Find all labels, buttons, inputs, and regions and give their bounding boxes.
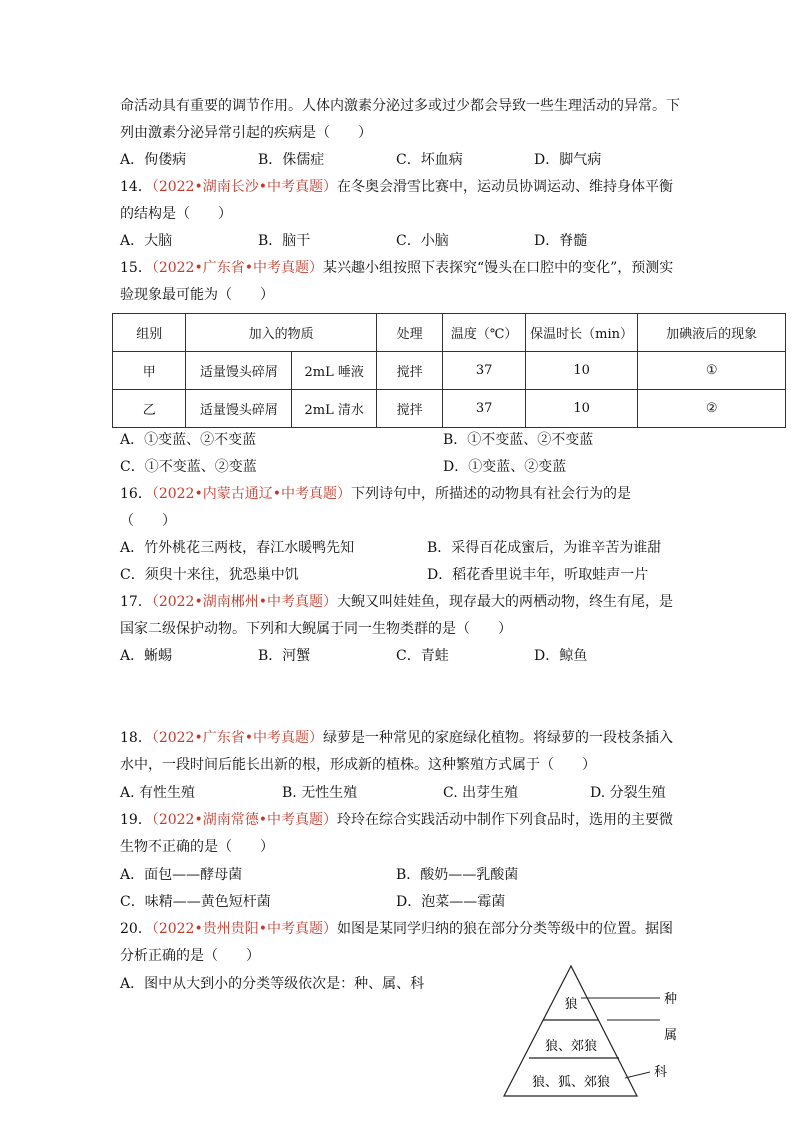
- q14-stem-line-2: 的结构是（ ）: [120, 206, 232, 222]
- table-cell: 10: [525, 390, 637, 428]
- q13-option-a: A．佝偻病: [120, 152, 187, 168]
- q16-option-b: B．采得百花成蜜后，为谁辛苦为谁甜: [427, 540, 662, 556]
- table-row: [113, 390, 786, 428]
- q18-stem-line-1: [120, 728, 673, 748]
- pyramid-level-family: 狼、狐、郊狼: [531, 1075, 611, 1090]
- q16-option-c: C．须臾十来往，犹恐巢中饥: [120, 567, 299, 583]
- table-cell: 搅拌: [376, 352, 442, 390]
- pointer-line-family: [625, 1072, 650, 1078]
- table-cell: 搅拌: [376, 390, 442, 428]
- q17-stem-line-1: [120, 592, 673, 612]
- q19-option-c: C．味精——黄色短杆菌: [120, 894, 271, 910]
- q15-option-c: C．①不变蓝、②变蓝: [120, 459, 257, 475]
- q17-text: 大鲵又叫娃娃鱼，现存最大的两栖动物，终生有尾，是: [336, 594, 673, 610]
- table-cell: 37: [443, 390, 526, 428]
- q19-option-d: D．泡菜——霉菌: [396, 894, 506, 910]
- label-family: 科: [654, 1065, 668, 1080]
- table-cell: 甲: [113, 352, 186, 390]
- pyramid-level-genus: 狼、郊狼: [544, 1039, 598, 1054]
- table-cell: 乙: [113, 390, 186, 428]
- q13-stem-line-1: 命活动具有重要的调节作用。人体内激素分泌过多或过少都会导致一些生理活动的异常。下: [120, 98, 680, 114]
- table-header-cell: 加碘液后的现象: [638, 314, 786, 352]
- q17-option-a: A．蜥蜴: [120, 648, 173, 664]
- q16-number: 16．: [120, 486, 152, 502]
- q16-stem-line-2: （ ）: [120, 513, 176, 529]
- q16-option-d: D．稻花香里说丰年，听取蛙声一片: [427, 567, 649, 583]
- label-species: 种: [664, 992, 678, 1007]
- table-header-cell: 温度（℃）: [443, 314, 526, 352]
- q13-option-b: B．侏儒症: [258, 152, 325, 168]
- q19-option-b: B．酸奶——乳酸菌: [396, 867, 519, 883]
- q18-source: （2022•广东省•中考真题）: [151, 730, 323, 746]
- table-row: [113, 352, 786, 390]
- q15-source: （2022•广东省•中考真题）: [151, 260, 323, 276]
- q19-stem-line-1: [120, 810, 673, 830]
- classification-pyramid: [492, 960, 716, 1100]
- q20-stem-line-1: [120, 919, 673, 939]
- q18-stem-line-2: 水中，一段时间后能长出新的根，形成新的植株。这种繁殖方式属于（ ）: [120, 757, 596, 773]
- q18-option-a: A. 有性生殖: [120, 785, 196, 801]
- q20-option-a: A．图中从大到小的分类等级依次是：种、属、科: [120, 976, 425, 992]
- table-cell: 2mL 清水: [292, 390, 376, 428]
- q14-option-c: C．小脑: [396, 233, 449, 249]
- q18-option-b: B. 无性生殖: [282, 785, 358, 801]
- q19-source: （2022•湖南常德•中考真题）: [151, 812, 337, 828]
- q17-source: （2022•湖南郴州•中考真题）: [151, 594, 337, 610]
- table-header-cell: 组别: [113, 314, 186, 352]
- q15-option-b: B．①不变蓝、②不变蓝: [443, 432, 594, 448]
- q15-stem-line-2: 验现象最可能为（ ）: [120, 287, 274, 303]
- table-cell: 2mL 唾液: [292, 352, 376, 390]
- q19-stem-line-2: 生物不正确的是（ ）: [120, 839, 274, 855]
- q19-text: 玲玲在综合实践活动中制作下列食品时，选用的主要微: [336, 812, 673, 828]
- q18-option-c: C. 出芽生殖: [443, 785, 519, 801]
- table-header-cell: 处理: [376, 314, 442, 352]
- q20-stem-line-2: 分析正确的是（ ）: [120, 948, 260, 964]
- q13-option-d: D．脚气病: [534, 152, 602, 168]
- q17-number: 17．: [120, 594, 152, 610]
- q18-option-d: D. 分裂生殖: [590, 785, 666, 801]
- q14-option-a: A．大脑: [120, 233, 173, 249]
- label-genus: 属: [664, 1028, 678, 1043]
- q20-number: 20．: [120, 921, 152, 937]
- q19-option-a: A．面包——酵母菌: [120, 867, 243, 883]
- q17-option-d: D．鲸鱼: [534, 648, 588, 664]
- table-cell: 适量馒头碎屑: [186, 390, 292, 428]
- q16-stem-line-1: [120, 484, 631, 504]
- q15-stem-line-1: [120, 258, 673, 278]
- q17-option-c: C．青蛙: [396, 648, 449, 664]
- table-header-row: [113, 314, 786, 352]
- table-cell: 10: [525, 352, 637, 390]
- table-cell: ①: [638, 352, 786, 390]
- q14-option-d: D．脊髓: [534, 233, 588, 249]
- pyramid-level-species: 狼: [564, 997, 578, 1012]
- q14-number: 14．: [120, 179, 152, 195]
- table-cell: 适量馒头碎屑: [186, 352, 292, 390]
- q14-stem-line-1: [120, 177, 673, 197]
- q14-option-b: B．脑干: [258, 233, 311, 249]
- q19-number: 19．: [120, 812, 152, 828]
- q15-option-d: D．①变蓝、②变蓝: [443, 459, 567, 475]
- q20-text: 如图是某同学归纳的狼在部分分类等级中的位置。据图: [336, 921, 673, 937]
- q13-option-c: C．坏血病: [396, 152, 463, 168]
- q15-text: 某兴趣小组按照下表探究“馒头在口腔中的变化”，预测实: [322, 260, 674, 276]
- table-cell: ②: [638, 390, 786, 428]
- table-header-cell: 保温时长（min）: [525, 314, 637, 352]
- q18-text: 绿萝是一种常见的家庭绿化植物。将绿萝的一段枝条插入: [322, 730, 673, 746]
- q14-source: （2022•湖南长沙•中考真题）: [151, 179, 337, 195]
- q15-number: 15．: [120, 260, 152, 276]
- q15-option-a: A．①变蓝、②不变蓝: [120, 432, 257, 448]
- table-cell: 37: [443, 352, 526, 390]
- q14-text: 在冬奥会滑雪比赛中，运动员协调运动、维持身体平衡: [336, 179, 673, 195]
- q16-option-a: A．竹外桃花三两枝，春江水暖鸭先知: [120, 540, 355, 556]
- q17-option-b: B．河蟹: [258, 648, 311, 664]
- q17-stem-line-2: 国家二级保护动物。下列和大鲵属于同一生物类群的是（ ）: [120, 621, 512, 637]
- q16-source: （2022•内蒙古通辽•中考真题）: [151, 486, 351, 502]
- q20-source: （2022•贵州贵阳•中考真题）: [151, 921, 337, 937]
- q16-text: 下列诗句中，所描述的动物具有社会行为的是: [350, 486, 631, 502]
- q13-stem-line-2: 列由激素分泌异常引起的疾病是（ ）: [120, 125, 372, 141]
- experiment-table: [112, 313, 786, 428]
- table-header-cell: 加入的物质: [186, 314, 377, 352]
- q18-number: 18．: [120, 730, 152, 746]
